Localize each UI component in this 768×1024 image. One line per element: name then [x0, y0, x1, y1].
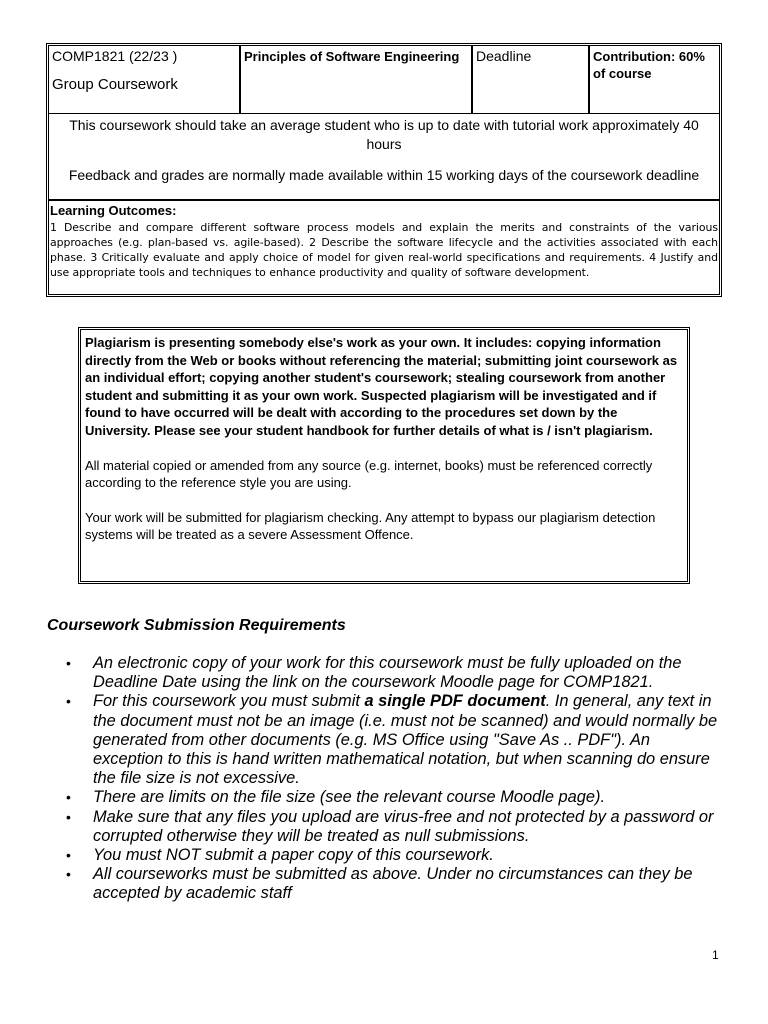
- requirement-text-after: . In general, any text in the document must not be an image (i.e. must not be scanned) and would normally be generated from other documents (e.g. MS Office using "Save As .. PDF"). An exception to this is hand written mathematical notation, but when scanning do ensure the file size is not excessive.: [93, 692, 718, 788]
- requirement-text: Make sure that any files you upload are virus-free and not protected by a password or corrupted otherwise they will be treated as null submissions.: [93, 807, 714, 845]
- plagiarism-notice: [78, 327, 690, 584]
- list-item: [64, 654, 724, 692]
- course-cell: [49, 46, 241, 113]
- requirement-text-before: For this coursework you must submit: [93, 692, 365, 711]
- bullet-icon: •: [66, 655, 71, 671]
- learning-outcomes: [49, 201, 719, 294]
- course-code: COMP1821 (22/23 ): [52, 48, 178, 64]
- bullet-icon: •: [66, 866, 71, 883]
- coursework-info-table: [46, 43, 722, 297]
- coursework-info-table-inner: [48, 45, 720, 295]
- learning-outcomes-heading: Learning Outcomes:: [50, 203, 177, 218]
- list-item: [64, 692, 724, 788]
- feedback-note: Feedback and grades are normally made available within 15 working days of the coursework deadline: [68, 167, 700, 183]
- header-row: [49, 46, 719, 114]
- requirement-text: An electronic copy of your work for this coursework must be fully uploaded on the Deadline Date using the link on the coursework Moodle page for COMP1821.: [93, 654, 682, 692]
- deadline-label: Deadline: [473, 46, 590, 113]
- notes-row: [49, 113, 719, 201]
- bullet-icon: •: [66, 693, 71, 710]
- list-item: [64, 865, 724, 903]
- coursework-type: Group Coursework: [52, 76, 178, 93]
- bullet-icon: •: [66, 847, 71, 864]
- workload-note: This coursework should take an average student who is up to date with tutorial work approximately 40 hours: [69, 117, 699, 152]
- page-number: 1: [712, 948, 719, 962]
- module-title: Principles of Software Engineering: [241, 46, 473, 113]
- plagiarism-notice-inner: [80, 329, 688, 582]
- requirement-emphasis: a single PDF document: [364, 692, 546, 711]
- plagiarism-definition: Plagiarism is presenting somebody else's work as your own. It includes: copying information directly from the Web or books without referencing the material; submitting joint coursework as an individual effort; copying another student's coursework; stealing coursework from another student and submitting it as your own work. Suspected plagiarism will be investigated and if found to have occurred will be dealt with according to the procedures set down by the University. Please see your student handbook for further details of what is / isn't plagiarism.: [85, 335, 678, 438]
- bullet-icon: •: [66, 808, 71, 825]
- contribution: Contribution: 60% of course: [593, 49, 705, 81]
- requirement-text: There are limits on the file size (see the relevant course Moodle page).: [93, 788, 606, 807]
- referencing-note: All material copied or amended from any source (e.g. internet, books) must be referenced correctly according to the reference style you are using.: [85, 457, 653, 491]
- requirement-text: All courseworks must be submitted as above. Under no circumstances can they be accepted by academic staff: [93, 865, 693, 903]
- submission-requirements-list: [64, 654, 724, 904]
- bullet-icon: •: [66, 789, 71, 806]
- requirement-text: You must NOT submit a paper copy of this coursework.: [93, 846, 494, 865]
- plagiarism-checking-note: Your work will be submitted for plagiarism checking. Any attempt to bypass our plagiarism detection systems will be treated as a severe Assessment Offence.: [85, 509, 656, 543]
- list-item: [64, 808, 724, 846]
- submission-heading: Coursework Submission Requirements: [47, 617, 346, 634]
- list-item: [64, 788, 724, 807]
- learning-outcomes-text: 1 Describe and compare different software process models and explain the merits and constraints of the various approaches (e.g. plan-based vs. agile-based). 2 Describe the software lifecycle and the activities associated with each phase. 3 Critically evaluate and apply choice of model for given real-world specifications and requirements. 4 Justify and use appropriate tools and techniques to enhance productivity and quality of software development.: [50, 221, 718, 279]
- list-item: [64, 846, 724, 865]
